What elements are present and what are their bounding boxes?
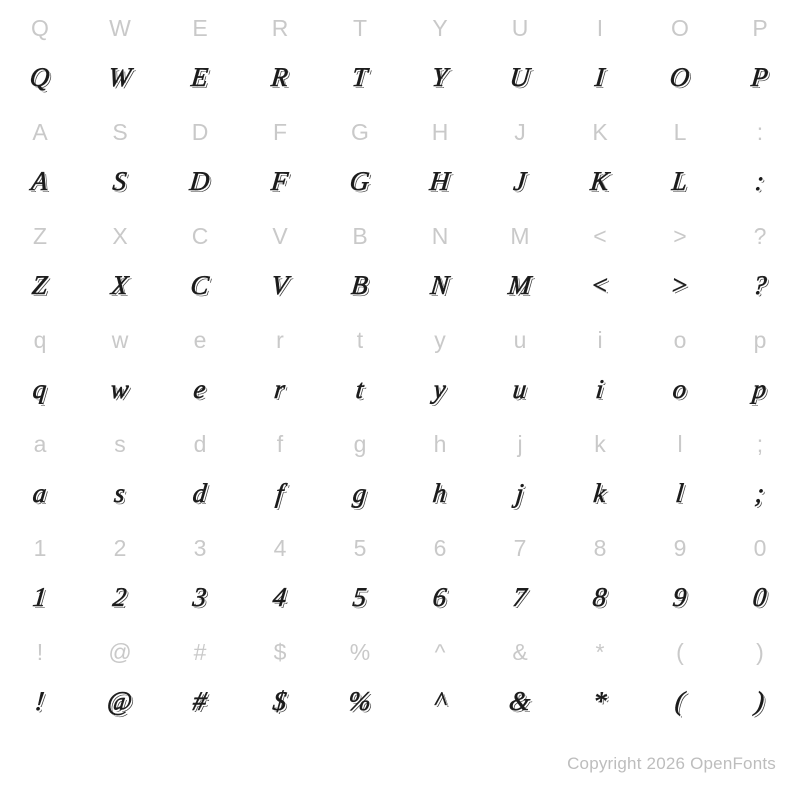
key-label: H bbox=[431, 119, 449, 145]
glyph-sample: @ bbox=[105, 686, 135, 716]
key-label: u bbox=[513, 327, 527, 353]
key-label: e bbox=[193, 327, 207, 353]
key-label: l bbox=[677, 431, 683, 457]
glyph-row bbox=[0, 362, 800, 416]
glyph-sample: E bbox=[189, 62, 211, 92]
key-label: 0 bbox=[753, 535, 767, 561]
key-label: 9 bbox=[673, 535, 687, 561]
key-label: $ bbox=[273, 639, 287, 665]
key-label: f bbox=[276, 431, 284, 457]
glyph-sample: 2 bbox=[111, 582, 129, 612]
glyph-sample: P bbox=[749, 62, 771, 92]
key-label: J bbox=[514, 119, 526, 145]
key-label: L bbox=[673, 119, 687, 145]
glyph-sample: 1 bbox=[31, 582, 49, 612]
key-label: < bbox=[593, 223, 607, 249]
glyph-sample: & bbox=[507, 686, 533, 716]
glyph-sample: ^ bbox=[432, 686, 448, 716]
glyph-sample: N bbox=[429, 270, 451, 300]
key-label-row bbox=[0, 214, 800, 258]
key-label: % bbox=[349, 639, 371, 665]
glyph-sample: 0 bbox=[751, 582, 769, 612]
glyph-sample: # bbox=[191, 686, 209, 716]
glyph-row bbox=[0, 674, 800, 728]
glyph-sample: l bbox=[674, 478, 686, 508]
glyph-sample: ; bbox=[753, 478, 767, 508]
glyph-block-5 bbox=[0, 422, 800, 520]
glyph-block-7 bbox=[0, 630, 800, 728]
key-label: y bbox=[434, 327, 446, 353]
glyph-sample: r bbox=[272, 374, 288, 404]
glyph-sample: < bbox=[589, 270, 611, 300]
glyph-sample: o bbox=[671, 374, 689, 404]
glyph-block-2 bbox=[0, 110, 800, 208]
key-label: ? bbox=[753, 223, 767, 249]
key-label: O bbox=[671, 15, 689, 41]
glyph-sample: D bbox=[188, 166, 212, 196]
glyph-sample: ) bbox=[753, 686, 767, 716]
glyph-sample: g bbox=[351, 478, 369, 508]
key-label-row bbox=[0, 110, 800, 154]
glyph-row bbox=[0, 50, 800, 104]
key-label: ( bbox=[676, 639, 684, 665]
glyph-sample: a bbox=[31, 478, 49, 508]
key-label: o bbox=[673, 327, 687, 353]
key-label: & bbox=[512, 639, 528, 665]
glyph-sample: u bbox=[511, 374, 529, 404]
key-label-row bbox=[0, 526, 800, 570]
key-label: 6 bbox=[433, 535, 447, 561]
glyph-sample: T bbox=[350, 62, 370, 92]
key-label: > bbox=[673, 223, 687, 249]
glyph-sample: L bbox=[670, 166, 690, 196]
glyph-sample: $ bbox=[271, 686, 289, 716]
glyph-sample: G bbox=[348, 166, 372, 196]
key-label: # bbox=[193, 639, 207, 665]
glyph-sample: p bbox=[751, 374, 769, 404]
key-label: 8 bbox=[593, 535, 607, 561]
key-label: @ bbox=[108, 639, 132, 665]
key-label: k bbox=[594, 431, 606, 457]
glyph-sample: 7 bbox=[511, 582, 529, 612]
glyph-sample: * bbox=[591, 686, 609, 716]
key-label: 4 bbox=[273, 535, 287, 561]
key-label: ) bbox=[756, 639, 764, 665]
key-label: ; bbox=[756, 431, 764, 457]
key-label: i bbox=[597, 327, 603, 353]
glyph-sample: % bbox=[346, 686, 374, 716]
glyph-sample: > bbox=[669, 270, 691, 300]
glyph-sample: d bbox=[191, 478, 209, 508]
glyph-sample: H bbox=[428, 166, 452, 196]
glyph-sample: t bbox=[354, 374, 366, 404]
glyph-sample: C bbox=[189, 270, 211, 300]
glyph-sample: 3 bbox=[191, 582, 209, 612]
glyph-row bbox=[0, 466, 800, 520]
key-label: ^ bbox=[434, 639, 446, 665]
key-label: q bbox=[33, 327, 47, 353]
glyph-sample: S bbox=[111, 166, 129, 196]
key-label: R bbox=[271, 15, 289, 41]
key-label: w bbox=[111, 327, 129, 353]
key-label-row bbox=[0, 318, 800, 362]
glyph-row bbox=[0, 154, 800, 208]
key-label: 1 bbox=[33, 535, 47, 561]
key-label: T bbox=[352, 15, 368, 41]
key-label-row bbox=[0, 630, 800, 674]
key-label-row bbox=[0, 422, 800, 466]
glyph-row bbox=[0, 258, 800, 312]
key-label: N bbox=[431, 223, 449, 249]
glyph-sample: 6 bbox=[431, 582, 449, 612]
glyph-sample: Q bbox=[28, 62, 52, 92]
key-label: W bbox=[109, 15, 131, 41]
glyph-sample: y bbox=[432, 374, 448, 404]
glyph-sample: A bbox=[29, 166, 51, 196]
glyph-sample: M bbox=[506, 270, 534, 300]
glyph-block-4 bbox=[0, 318, 800, 416]
key-label: r bbox=[276, 327, 284, 353]
glyph-sample: 4 bbox=[271, 582, 289, 612]
key-label: Q bbox=[31, 15, 49, 41]
key-label: g bbox=[353, 431, 367, 457]
key-label-row bbox=[0, 6, 800, 50]
glyph-sample: 9 bbox=[671, 582, 689, 612]
glyph-sample: O bbox=[668, 62, 692, 92]
glyph-sample: s bbox=[112, 478, 128, 508]
glyph-sample: q bbox=[31, 374, 49, 404]
glyph-sample: 8 bbox=[591, 582, 609, 612]
key-label: 7 bbox=[513, 535, 527, 561]
key-label: C bbox=[191, 223, 209, 249]
key-label: V bbox=[272, 223, 288, 249]
glyph-block-6 bbox=[0, 526, 800, 624]
key-label: p bbox=[753, 327, 767, 353]
key-label: D bbox=[191, 119, 209, 145]
key-label: : bbox=[756, 119, 764, 145]
glyph-sample: j bbox=[514, 478, 526, 508]
key-label: 2 bbox=[113, 535, 127, 561]
key-label: P bbox=[752, 15, 768, 41]
key-label: M bbox=[510, 223, 530, 249]
key-label: S bbox=[112, 119, 128, 145]
glyph-block-3 bbox=[0, 214, 800, 312]
key-label: h bbox=[433, 431, 447, 457]
key-label: I bbox=[596, 15, 604, 41]
glyph-sample: J bbox=[512, 166, 528, 196]
glyph-sample: K bbox=[589, 166, 611, 196]
key-label: Z bbox=[32, 223, 48, 249]
glyph-sample: I bbox=[593, 62, 607, 92]
glyph-sample: U bbox=[508, 62, 532, 92]
key-label: F bbox=[272, 119, 288, 145]
key-label: B bbox=[352, 223, 368, 249]
glyph-sample: B bbox=[349, 270, 371, 300]
glyph-sample: ( bbox=[673, 686, 687, 716]
glyph-sample: i bbox=[594, 374, 606, 404]
key-label: U bbox=[511, 15, 529, 41]
key-label: s bbox=[114, 431, 126, 457]
glyph-sample: W bbox=[106, 62, 134, 92]
copyright-notice: Copyright 2026 OpenFonts bbox=[567, 754, 776, 773]
glyph-sample: w bbox=[109, 374, 131, 404]
glyph-block-1 bbox=[0, 6, 800, 104]
key-label: t bbox=[356, 327, 364, 353]
glyph-sample: ! bbox=[33, 686, 47, 716]
key-label: a bbox=[33, 431, 47, 457]
key-label: A bbox=[32, 119, 48, 145]
glyph-sample: F bbox=[269, 166, 291, 196]
key-label: G bbox=[351, 119, 369, 145]
key-label: E bbox=[192, 15, 208, 41]
glyph-sample: f bbox=[274, 478, 286, 508]
key-label: K bbox=[592, 119, 608, 145]
glyph-sample: h bbox=[431, 478, 449, 508]
glyph-sample: : bbox=[753, 166, 767, 196]
key-label: j bbox=[517, 431, 523, 457]
glyph-sample: R bbox=[269, 62, 291, 92]
glyph-sample: X bbox=[109, 270, 131, 300]
key-label: X bbox=[112, 223, 128, 249]
key-label: d bbox=[193, 431, 207, 457]
glyph-sample: Y bbox=[430, 62, 450, 92]
glyph-sample: e bbox=[192, 374, 208, 404]
glyph-sample: k bbox=[592, 478, 608, 508]
glyph-row bbox=[0, 570, 800, 624]
key-label: ! bbox=[36, 639, 44, 665]
glyph-sample: Z bbox=[30, 270, 50, 300]
glyph-sample: ? bbox=[751, 270, 769, 300]
glyph-sample: 5 bbox=[351, 582, 369, 612]
glyph-sample: V bbox=[269, 270, 291, 300]
key-label: 5 bbox=[353, 535, 367, 561]
key-label: * bbox=[595, 639, 605, 665]
key-label: Y bbox=[432, 15, 448, 41]
key-label: 3 bbox=[193, 535, 207, 561]
